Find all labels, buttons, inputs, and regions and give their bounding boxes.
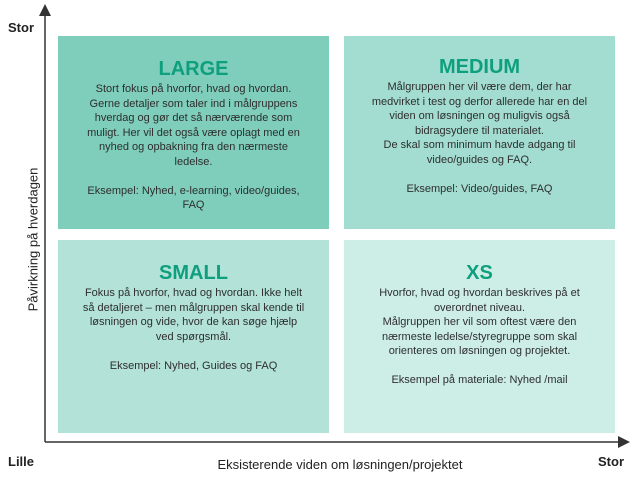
quadrant-medium-example: Eksempel: Video/guides, FAQ [406, 182, 553, 195]
x-axis-high-label: Stor [598, 454, 624, 469]
quadrant-xs-title: XS [466, 262, 493, 284]
quadrant-large-description: Stort fokus på hvorfor, hvad og hvordan. Gerne detaljer som taler ind i målgruppens hverdag og gør det så nærværende som muligt. Her vil det også være oplagt med en nyhed og opbakning fra den nærmeste ledelse. [87, 83, 300, 168]
quadrant-small-example: Eksempel: Nyhed, Guides og FAQ [109, 359, 278, 372]
quadrant-medium-title: MEDIUM [438, 56, 521, 78]
axis-origin-label: Lille [8, 454, 35, 469]
quadrant-xs [344, 240, 615, 433]
quadrant-xs-description: Hvorfor, hvad og hvordan beskrives på et overordnet niveau. Målgruppen her vil som oftest være den nærmeste ledelse/styregruppe som skal orienteres om løsningen og projektet. [379, 287, 580, 357]
quadrant-small-title: SMALL [159, 262, 228, 284]
quadrant-medium [344, 36, 615, 229]
quadrant-large [58, 36, 329, 229]
quadrant-xs-example: Eksempel på materiale: Nyhed /mail [391, 374, 568, 386]
quadrant-small [58, 240, 329, 433]
x-axis-title: Eksisterende viden om løsningen/projektet [217, 457, 463, 472]
quadrant-large-title: LARGE [158, 58, 229, 80]
y-axis-title: Påvirkning på hverdagen [25, 167, 41, 312]
quadrant-medium-description: Målgruppen her vil være dem, der har medvirket i test og derfor allerede har en del viden om løsningen og muligvis også bidragsydere til materialet. De skal som minimum havde adgang til video/guides og FAQ. [371, 81, 588, 166]
quadrant-large-example: Eksempel: Nyhed, e-learning, video/guides, FAQ [87, 184, 300, 211]
y-axis-high-label: Stor [8, 20, 34, 35]
quadrant-small-description: Fokus på hvorfor, hvad og hvordan. Ikke helt så detaljeret – men målgruppen skal kende til løsningen og vide, hvor de kan søge hjælp ved spørgsmål. [82, 287, 305, 343]
